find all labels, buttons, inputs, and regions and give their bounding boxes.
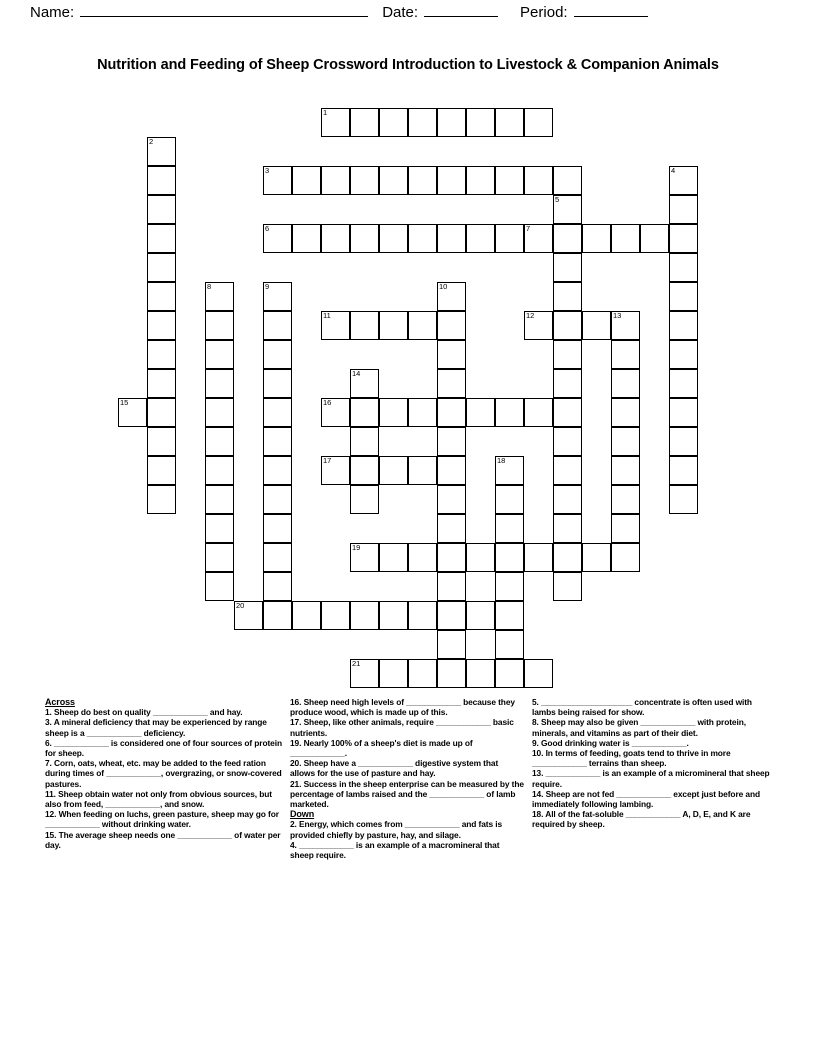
grid-cell[interactable]: [553, 195, 582, 224]
grid-cell[interactable]: [147, 485, 176, 514]
clues-column-2: [290, 697, 525, 860]
grid-cell-number: 6: [265, 224, 270, 233]
grid-cell[interactable]: [553, 311, 582, 340]
grid-cell[interactable]: [147, 340, 176, 369]
grid-cell[interactable]: [379, 601, 408, 630]
grid-cell[interactable]: [292, 601, 321, 630]
grid-cell[interactable]: [321, 108, 350, 137]
grid-cell[interactable]: [611, 340, 640, 369]
grid-cell[interactable]: [437, 166, 466, 195]
clue-across-20: 20. Sheep have a ____________ digestive system that allows for the use of pasture and hay.: [290, 758, 499, 779]
grid-cell[interactable]: [379, 166, 408, 195]
clue-across-6: 6. ____________ is considered one of four sources of protein for sheep.: [45, 737, 282, 759]
period-label: Period:: [520, 4, 568, 21]
grid-cell[interactable]: [553, 398, 582, 427]
clue-across-3: 3. A mineral deficiency that may be experienced by range sheep is a ____________ deficiency.: [45, 717, 267, 738]
grid-cell[interactable]: [321, 398, 350, 427]
grid-cell[interactable]: [350, 456, 379, 485]
grid-cell[interactable]: [669, 253, 698, 282]
clue-across-16: 16. Sheep need high levels of ____________ because they produce wood, which is made up of this.: [290, 697, 515, 718]
grid-cell[interactable]: [495, 456, 524, 485]
grid-cell[interactable]: [408, 166, 437, 195]
grid-cell[interactable]: [350, 166, 379, 195]
clue-down-13: 13. ____________ is an example of a micromineral that sheep require.: [532, 768, 770, 789]
grid-cell[interactable]: [379, 311, 408, 340]
grid-cell[interactable]: [350, 398, 379, 427]
grid-cell[interactable]: [524, 311, 553, 340]
grid-cell[interactable]: [147, 137, 176, 166]
grid-cell[interactable]: [669, 398, 698, 427]
grid-cell[interactable]: [611, 427, 640, 456]
name-label: Name:: [30, 4, 75, 21]
grid-cell-number: 1: [323, 108, 328, 117]
grid-cell[interactable]: [553, 340, 582, 369]
grid-cell[interactable]: [408, 224, 437, 253]
grid-cell-number: 10: [439, 282, 448, 291]
clue-down-10: 10. In terms of feeding, goats tend to thrive in more ____________ terrains than sheep.: [532, 748, 731, 769]
grid-cell-number: 3: [265, 166, 270, 175]
grid-cell[interactable]: [350, 224, 379, 253]
grid-cell-number: 19: [352, 543, 361, 552]
grid-cell[interactable]: [263, 427, 292, 456]
grid-cell[interactable]: [437, 601, 466, 630]
grid-cell[interactable]: [553, 282, 582, 311]
grid-cell-number: 11: [323, 311, 331, 320]
grid-cell[interactable]: [495, 659, 524, 688]
grid-cell[interactable]: [147, 398, 176, 427]
grid-cell-number: 17: [323, 456, 332, 465]
grid-cell[interactable]: [147, 195, 176, 224]
grid-cell[interactable]: [495, 630, 524, 659]
grid-cell[interactable]: [350, 543, 379, 572]
grid-cell[interactable]: [495, 485, 524, 514]
across-heading: Across: [45, 697, 75, 707]
grid-cell[interactable]: [379, 659, 408, 688]
grid-cell[interactable]: [263, 311, 292, 340]
grid-cell[interactable]: [495, 514, 524, 543]
grid-cell[interactable]: [263, 340, 292, 369]
grid-cell-number: 4: [671, 166, 676, 175]
grid-cell[interactable]: [408, 456, 437, 485]
grid-cell[interactable]: [611, 398, 640, 427]
grid-cell[interactable]: [437, 543, 466, 572]
grid-cell[interactable]: [611, 224, 640, 253]
grid-cell-number: 21: [352, 659, 361, 668]
grid-cell[interactable]: [611, 543, 640, 572]
grid-cell[interactable]: [466, 398, 495, 427]
grid-cell[interactable]: [640, 224, 669, 253]
grid-cell[interactable]: [263, 282, 292, 311]
grid-cell[interactable]: [321, 601, 350, 630]
grid-cell[interactable]: [553, 427, 582, 456]
grid-cell[interactable]: [437, 224, 466, 253]
grid-cell[interactable]: [263, 224, 292, 253]
grid-cell[interactable]: [147, 224, 176, 253]
clue-across-17: 17. Sheep, like other animals, require ____________ basic nutrients.: [290, 717, 514, 738]
grid-cell[interactable]: [379, 456, 408, 485]
grid-cell[interactable]: [321, 311, 350, 340]
grid-cell-number: 16: [323, 398, 332, 407]
grid-cell[interactable]: [205, 514, 234, 543]
grid-cell[interactable]: [263, 456, 292, 485]
grid-cell[interactable]: [466, 601, 495, 630]
grid-cell[interactable]: [263, 369, 292, 398]
grid-cell[interactable]: [524, 543, 553, 572]
grid-cell[interactable]: [495, 572, 524, 601]
grid-cell[interactable]: [437, 572, 466, 601]
grid-cell[interactable]: [234, 601, 263, 630]
clue-down-5: 5. ____________________ concentrate is often used with lambs being raised for show.: [532, 697, 752, 718]
grid-cell[interactable]: [611, 514, 640, 543]
grid-cell[interactable]: [147, 427, 176, 456]
grid-cell[interactable]: [147, 166, 176, 195]
clues-column-1: [45, 697, 283, 850]
grid-cell[interactable]: [350, 369, 379, 398]
name-input-line[interactable]: [80, 4, 368, 17]
grid-cell[interactable]: [437, 369, 466, 398]
clue-across-1: 1. Sheep do best on quality ____________ and hay.: [45, 707, 243, 718]
grid-cell[interactable]: [205, 485, 234, 514]
clues-section: [45, 697, 775, 947]
grid-cell-number: 18: [497, 456, 506, 465]
grid-cell[interactable]: [321, 166, 350, 195]
grid-cell[interactable]: [553, 166, 582, 195]
grid-cell[interactable]: [147, 282, 176, 311]
grid-cell[interactable]: [669, 282, 698, 311]
grid-cell[interactable]: [553, 543, 582, 572]
grid-cell[interactable]: [669, 427, 698, 456]
grid-cell[interactable]: [524, 659, 553, 688]
grid-cell-number: 14: [352, 369, 361, 378]
grid-cell[interactable]: [408, 659, 437, 688]
grid-cell[interactable]: [466, 543, 495, 572]
grid-cell[interactable]: [263, 166, 292, 195]
grid-cell[interactable]: [495, 543, 524, 572]
grid-cell[interactable]: [466, 659, 495, 688]
grid-cell[interactable]: [437, 398, 466, 427]
grid-cell[interactable]: [408, 543, 437, 572]
grid-cell[interactable]: [437, 514, 466, 543]
student-info-row: [30, 4, 786, 21]
grid-cell[interactable]: [205, 282, 234, 311]
grid-cell[interactable]: [524, 224, 553, 253]
grid-cell[interactable]: [524, 398, 553, 427]
grid-cell[interactable]: [118, 398, 147, 427]
clue-across-11: 11. Sheep obtain water not only from obvious sources, but also from feed, ____________, and snow.: [45, 788, 272, 810]
grid-cell[interactable]: [669, 224, 698, 253]
clue-down-18: 18. All of the fat-soluble ____________ A, D, E, and K are required by sheep.: [532, 809, 751, 830]
grid-cell[interactable]: [437, 311, 466, 340]
grid-cell[interactable]: [495, 108, 524, 137]
clue-across-19: 19. Nearly 100% of a sheep's diet is made up of ____________.: [290, 737, 473, 759]
grid-cell[interactable]: [263, 485, 292, 514]
clue-down-14: 14. Sheep are not fed ____________ except just before and immediately following lambing.: [532, 788, 760, 810]
grid-cell-number: 2: [149, 137, 154, 146]
grid-cell[interactable]: [466, 224, 495, 253]
grid-cell[interactable]: [669, 456, 698, 485]
grid-cell[interactable]: [524, 166, 553, 195]
grid-cell[interactable]: [582, 224, 611, 253]
clue-down-8: 8. Sheep may also be given ____________ with protein, minerals, and vitamins as part of their diet.: [532, 717, 746, 738]
grid-cell[interactable]: [669, 369, 698, 398]
grid-cell-number: 5: [555, 195, 560, 204]
grid-cell[interactable]: [611, 369, 640, 398]
grid-cell[interactable]: [466, 166, 495, 195]
grid-cell[interactable]: [553, 456, 582, 485]
grid-cell[interactable]: [582, 543, 611, 572]
date-input-line[interactable]: [424, 4, 498, 17]
grid-cell[interactable]: [321, 224, 350, 253]
grid-cell[interactable]: [582, 311, 611, 340]
page-title: Nutrition and Feeding of Sheep Crossword Introduction to Livestock & Companion Animals: [97, 57, 719, 73]
grid-cell[interactable]: [669, 485, 698, 514]
grid-cell[interactable]: [379, 108, 408, 137]
grid-cell[interactable]: [437, 108, 466, 137]
grid-cell[interactable]: [205, 340, 234, 369]
clue-across-7: 7. Corn, oats, wheat, etc. may be added to the feed ration during times of ____________, overgrazing, or snow-covered pastures.: [45, 758, 282, 789]
grid-cell[interactable]: [350, 601, 379, 630]
grid-cell[interactable]: [350, 485, 379, 514]
grid-cell[interactable]: [350, 108, 379, 137]
grid-cell[interactable]: [495, 166, 524, 195]
grid-cell[interactable]: [466, 108, 495, 137]
grid-cell[interactable]: [147, 253, 176, 282]
grid-cell[interactable]: [408, 108, 437, 137]
grid-cell[interactable]: [611, 485, 640, 514]
grid-cell[interactable]: [437, 427, 466, 456]
down-heading: Down: [290, 809, 315, 820]
grid-cell[interactable]: [495, 601, 524, 630]
grid-cell[interactable]: [205, 311, 234, 340]
date-label: Date:: [382, 4, 419, 21]
grid-cell[interactable]: [437, 630, 466, 659]
grid-cell[interactable]: [437, 485, 466, 514]
grid-cell[interactable]: [205, 398, 234, 427]
grid-cell-number: 15: [120, 398, 129, 407]
grid-cell[interactable]: [611, 311, 640, 340]
grid-cell[interactable]: [495, 224, 524, 253]
clue-down-9: 9. Good drinking water is ____________.: [532, 737, 689, 748]
grid-cell[interactable]: [263, 398, 292, 427]
grid-cell[interactable]: [408, 311, 437, 340]
grid-cell[interactable]: [553, 369, 582, 398]
grid-cell-number: 7: [526, 224, 531, 233]
clues-column-3: [532, 697, 775, 830]
grid-cell[interactable]: [321, 456, 350, 485]
grid-cell[interactable]: [292, 224, 321, 253]
grid-cell[interactable]: [350, 311, 379, 340]
grid-cell[interactable]: [379, 224, 408, 253]
grid-cell-number: 8: [207, 282, 212, 291]
grid-cell[interactable]: [669, 195, 698, 224]
grid-cell[interactable]: [263, 514, 292, 543]
grid-cell[interactable]: [408, 398, 437, 427]
grid-cell[interactable]: [292, 166, 321, 195]
grid-cell[interactable]: [669, 340, 698, 369]
grid-cell[interactable]: [437, 659, 466, 688]
grid-cell[interactable]: [205, 456, 234, 485]
grid-cell[interactable]: [524, 108, 553, 137]
grid-cell[interactable]: [379, 398, 408, 427]
grid-cell[interactable]: [611, 456, 640, 485]
grid-cell[interactable]: [205, 572, 234, 601]
grid-cell[interactable]: [553, 253, 582, 282]
grid-cell[interactable]: [147, 369, 176, 398]
grid-cell[interactable]: [553, 224, 582, 253]
grid-cell[interactable]: [205, 543, 234, 572]
period-input-line[interactable]: [574, 4, 648, 17]
grid-cell[interactable]: [669, 166, 698, 195]
clue-down-2: 2. Energy, which comes from ____________ and fats is provided chiefly by pasture, hay, and silage.: [290, 819, 503, 840]
grid-cell-number: 12: [526, 311, 535, 320]
grid-cell[interactable]: [263, 572, 292, 601]
crossword-grid[interactable]: [0, 108, 816, 693]
grid-cell[interactable]: [147, 311, 176, 340]
clue-across-21: 21. Success in the sheep enterprise can be measured by the percentage of lambs raised and the ____________ of lamb marketed.: [290, 778, 524, 810]
grid-cell[interactable]: [379, 543, 408, 572]
grid-cell[interactable]: [350, 427, 379, 456]
grid-cell-number: 9: [265, 282, 270, 291]
grid-cell[interactable]: [263, 601, 292, 630]
clue-across-15: 15. The average sheep needs one ____________ of water per day.: [45, 829, 281, 850]
clue-across-12: 12. When feeding on luchs, green pasture, sheep may go for ____________ without drinking water.: [45, 809, 279, 830]
grid-cell[interactable]: [263, 543, 292, 572]
grid-cell[interactable]: [553, 514, 582, 543]
grid-cell[interactable]: [553, 485, 582, 514]
grid-cell[interactable]: [437, 456, 466, 485]
grid-cell[interactable]: [205, 427, 234, 456]
grid-cell[interactable]: [350, 659, 379, 688]
grid-cell[interactable]: [437, 282, 466, 311]
grid-cell[interactable]: [408, 601, 437, 630]
grid-cell[interactable]: [669, 311, 698, 340]
grid-cell-number: 13: [613, 311, 622, 320]
grid-cell[interactable]: [147, 456, 176, 485]
grid-cell[interactable]: [553, 572, 582, 601]
grid-cell[interactable]: [205, 369, 234, 398]
grid-cell-number: 20: [236, 601, 245, 610]
grid-cell[interactable]: [495, 398, 524, 427]
grid-cell[interactable]: [437, 340, 466, 369]
clue-down-4: 4. ____________ is an example of a macromineral that sheep require.: [290, 839, 500, 861]
